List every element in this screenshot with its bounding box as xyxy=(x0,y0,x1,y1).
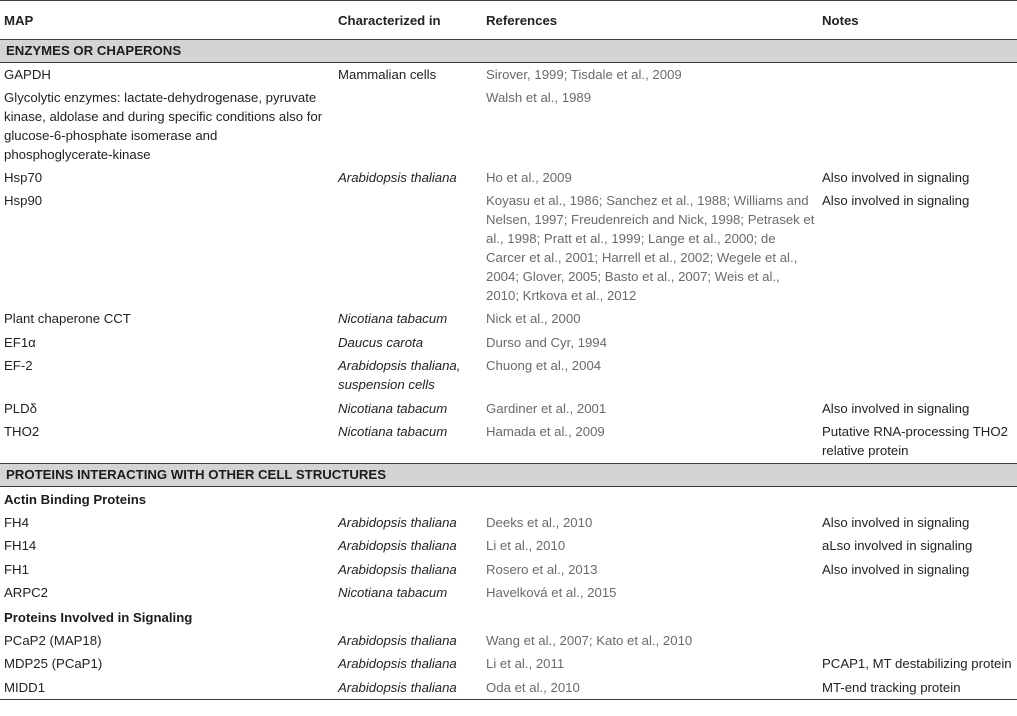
cell-references: Durso and Cyr, 1994 xyxy=(486,335,607,350)
table-bottom-rule xyxy=(0,699,1017,700)
cell-references: Gardiner et al., 2001 xyxy=(486,401,607,416)
cell-references: Chuong et al., 2004 xyxy=(486,358,602,373)
organism-name: Arabidopsis thaliana, suspension cells xyxy=(338,358,461,392)
table-row xyxy=(0,331,1017,354)
subsection-header: Proteins Involved in Signaling xyxy=(4,610,193,625)
subsection-header: Actin Binding Proteins xyxy=(4,492,147,507)
cell-notes xyxy=(822,629,1017,631)
cell-references: Havelková et al., 2015 xyxy=(486,585,617,600)
cell-map: PCaP2 (MAP18) xyxy=(4,633,102,648)
cell-notes xyxy=(822,581,1017,583)
cell-map: EF-2 xyxy=(4,358,33,373)
cell-references: Hamada et al., 2009 xyxy=(486,424,605,439)
cell-references: Li et al., 2010 xyxy=(486,538,566,553)
cell-notes: aLso involved in signaling xyxy=(822,538,973,553)
header-notes: Notes xyxy=(822,13,859,28)
cell-notes: Putative RNA-processing THO2 relative protein xyxy=(822,424,1008,458)
table-header-row xyxy=(0,1,1017,39)
cell-references: Nick et al., 2000 xyxy=(486,311,581,326)
table-row xyxy=(0,307,1017,331)
cell-references: Wang et al., 2007; Kato et al., 2010 xyxy=(486,633,693,648)
cell-references: Walsh et al., 1989 xyxy=(486,90,592,105)
table-row xyxy=(0,511,1017,534)
cell-notes: Also involved in signaling xyxy=(822,170,970,185)
cell-characterized: Arabidopsis thaliana xyxy=(338,562,457,577)
table-row xyxy=(0,558,1017,581)
section-header: PROTEINS INTERACTING WITH OTHER CELL STRUCTURES xyxy=(0,463,1017,487)
cell-notes: Also involved in signaling xyxy=(822,193,970,208)
cell-characterized: Nicotiana tabacum xyxy=(338,401,448,416)
cell-characterized: Arabidopsis thaliana xyxy=(338,515,457,530)
cell-notes: PCAP1, MT destabilizing protein xyxy=(822,656,1012,671)
table-row xyxy=(0,86,1017,166)
cell-map: EF1α xyxy=(4,335,36,350)
cell-map: THO2 xyxy=(4,424,40,439)
header-map: MAP xyxy=(4,13,34,28)
cell-characterized: Arabidopsis thaliana xyxy=(338,656,457,671)
cell-map: Plant chaperone CCT xyxy=(4,311,131,326)
cell-notes xyxy=(822,331,1017,333)
cell-references: Sirover, 1999; Tisdale et al., 2009 xyxy=(486,67,682,82)
table-row xyxy=(0,581,1017,605)
cell-characterized xyxy=(338,86,478,88)
cell-notes xyxy=(822,63,1017,65)
header-characterized-in: Characterized in xyxy=(338,13,441,28)
cell-characterized xyxy=(338,354,478,394)
cell-map: MIDD1 xyxy=(4,680,46,695)
section-header: ENZYMES OR CHAPERONS xyxy=(0,39,1017,63)
cell-references: Oda et al., 2010 xyxy=(486,680,580,695)
cell-map: FH4 xyxy=(4,515,29,530)
cell-notes: Also involved in signaling xyxy=(822,515,970,530)
cell-characterized: Mammalian cells xyxy=(338,67,437,82)
cell-map: PLDδ xyxy=(4,401,37,416)
cell-characterized: Nicotiana tabacum xyxy=(338,424,448,439)
cell-references: Koyasu et al., 1986; Sanchez et al., 1988; Williams and Nelsen, 1997; Freudenreich and Nick, 1998; Petrasek et al., 1998; Pratt et al., 1999; Lange et al., 2000; de Carcer et al., 2001; Harrell et al., 2002; Wegele et al., 2004; Glover, 2005; Basto et al., 2007; Weis et al., 2010; Krtkova et al., 2012 xyxy=(486,193,815,303)
cell-map: MDP25 (PCaP1) xyxy=(4,656,103,671)
cell-characterized: Arabidopsis thaliana xyxy=(338,633,457,648)
cell-references: Rosero et al., 2013 xyxy=(486,562,598,577)
cell-map: Glycolytic enzymes: lactate-dehydrogenase, pyruvate kinase, aldolase and during specific conditions also for glucose-6-phosphate isomerase and phosphoglycerate-kinase xyxy=(4,90,323,162)
cell-references: Li et al., 2011 xyxy=(486,656,565,671)
cell-characterized: Nicotiana tabacum xyxy=(338,585,448,600)
table-row xyxy=(0,420,1017,463)
cell-map: FH14 xyxy=(4,538,37,553)
table-row xyxy=(0,63,1017,86)
cell-notes: Also involved in signaling xyxy=(822,401,970,416)
table-row xyxy=(0,397,1017,420)
cell-characterized xyxy=(338,189,478,191)
cell-notes: Also involved in signaling xyxy=(822,562,970,577)
table-row xyxy=(0,166,1017,189)
cell-map: Hsp70 xyxy=(4,170,43,185)
cell-map: Hsp90 xyxy=(4,193,43,208)
cell-characterized: Arabidopsis thaliana xyxy=(338,680,457,695)
cell-map: GAPDH xyxy=(4,67,51,82)
cell-references: Ho et al., 2009 xyxy=(486,170,572,185)
header-references: References xyxy=(486,13,558,28)
table-row xyxy=(0,676,1017,699)
cell-characterized: Daucus carota xyxy=(338,335,424,350)
cell-notes xyxy=(822,307,1017,309)
cell-map: FH1 xyxy=(4,562,29,577)
cell-notes xyxy=(822,354,1017,356)
cell-references: Deeks et al., 2010 xyxy=(486,515,593,530)
cell-characterized: Arabidopsis thaliana xyxy=(338,170,457,185)
table-row xyxy=(0,629,1017,652)
table-row xyxy=(0,354,1017,397)
cell-notes: MT-end tracking protein xyxy=(822,680,961,695)
table-row xyxy=(0,189,1017,307)
table-row xyxy=(0,534,1017,558)
cell-notes xyxy=(822,86,1017,88)
table-row xyxy=(0,652,1017,676)
cell-map: ARPC2 xyxy=(4,585,48,600)
cell-characterized: Nicotiana tabacum xyxy=(338,311,448,326)
cell-characterized: Arabidopsis thaliana xyxy=(338,538,457,553)
